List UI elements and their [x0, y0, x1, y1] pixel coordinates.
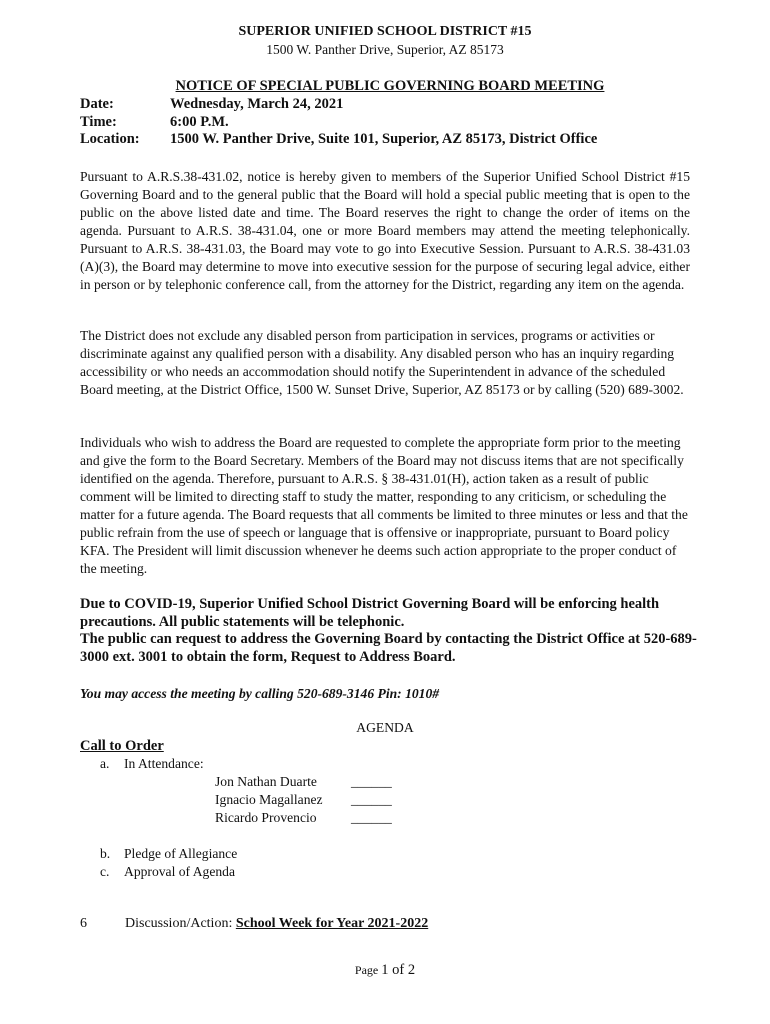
agenda-item-letter: b.: [100, 846, 111, 861]
legal-notice-paragraph: Pursuant to A.R.S.38-431.02, notice is hereby given to members of the Superior Unified School District #15 Governing Board and to the general public that the Board will hold a special public meeting that is open to the public on the above listed date and time. The Board reserves the right to change the order of items on the agenda. Pursuant to A.R.S. 38-431.04, one or more Board members may attend the meeting telephonically. Pursuant to A.R.S. 38-431.03, the Board may vote to go into Executive Session. Pursuant to A.R.S. 38-431.03 (A)(3), the Board may determine to move into executive session for the purpose of securing legal advice, either in person or by telephonic conference call, from the attorney for the District, regarding any item on the agenda.: [80, 169, 690, 292]
agenda-item-letter: c.: [100, 864, 110, 879]
member-name: Jon Nathan Duarte: [215, 774, 317, 789]
discussion-number: 6: [80, 916, 87, 931]
time-label: Time:: [80, 114, 117, 130]
page-number: 1 of 2: [381, 962, 416, 978]
agenda-item-b: [100, 846, 237, 862]
agenda-item-c: [100, 864, 235, 880]
covid-notice-line-1: Due to COVID-19, Superior Unified School District Governing Board will be enforcing health precautions. All public statements will be telephonic.: [80, 596, 660, 630]
location-label: Location:: [80, 131, 140, 147]
discussion-topic: School Week for Year 2021-2022: [235, 916, 429, 931]
attendance-blank: ______: [351, 774, 392, 789]
location-value: 1500 W. Panther Drive, Suite 101, Superior, AZ 85173, District Office: [170, 131, 598, 147]
district-address: 1500 W. Panther Drive, Superior, AZ 85173: [266, 42, 504, 57]
attendance-blank: ______: [351, 792, 392, 807]
discussion-prefix: Discussion/Action:: [125, 916, 236, 931]
page-footer: [0, 962, 770, 979]
date-value: Wednesday, March 24, 2021: [170, 96, 344, 112]
accessibility-paragraph: The District does not exclude any disabled person from participation in services, programs or activities or discriminate against any qualified person with a disability. Any disabled person who has an inquiry regarding accessibility or who needs an accommodation should notify the Superintendent in advance of the scheduled Board meeting, at the District Office, 1500 W. Sunset Drive, Superior, AZ 85173 or by calling (520) 689-3002.: [80, 328, 684, 397]
time-value: 6:00 P.M.: [170, 114, 229, 130]
meeting-date: [80, 96, 700, 113]
page-word: Page: [354, 963, 379, 977]
covid-notice-line-2: The public can request to address the Governing Board by contacting the District Office at 520-689-3000 ext. 3001 to obtain the form, Request to Address Board.: [80, 631, 697, 665]
attendance-row: [215, 774, 392, 790]
date-label: Date:: [80, 96, 114, 112]
agenda-item-letter: a.: [100, 756, 110, 771]
agenda-item-label: In Attendance:: [124, 756, 204, 771]
agenda-item-label: Pledge of Allegiance: [124, 846, 238, 861]
meeting-time: [80, 114, 700, 131]
notice-title: NOTICE OF SPECIAL PUBLIC GOVERNING BOARD MEETING: [175, 78, 605, 94]
member-name: Ricardo Provencio: [215, 810, 317, 825]
public-comment-paragraph: Individuals who wish to address the Board are requested to complete the appropriate form prior to the meeting and give the form to the Board Secretary. Members of the Board may not discuss items that are not specifically identified on the agenda. Therefore, pursuant to A.R.S. § 38-431.01(H), action taken as a result of public comment will be limited to directing staff to study the matter, responding to any criticism, or scheduling the matter for a future agenda. The Board requests that all comments be limited to three minutes or less and that the public refrain from the use of speech or language that is offensive or inappropriate, pursuant to Board policy KFA. The President will limit discussion whenever he deems such action appropriate to the proper conduct of the meeting.: [80, 435, 688, 576]
covid-notice: [80, 596, 700, 666]
attendance-blank: ______: [351, 810, 392, 825]
call-to-order-heading: Call to Order: [80, 738, 164, 754]
agenda-item-a: [100, 756, 204, 772]
meeting-location: [80, 131, 700, 148]
district-name: SUPERIOR UNIFIED SCHOOL DISTRICT #15: [238, 24, 532, 39]
member-name: Ignacio Magallanez: [215, 792, 323, 807]
meeting-access-line: You may access the meeting by calling 520-689-3146 Pin: 1010#: [80, 686, 440, 701]
agenda-title: AGENDA: [356, 720, 414, 735]
attendance-row: [215, 792, 392, 808]
agenda-item-label: Approval of Agenda: [124, 864, 235, 879]
attendance-row: [215, 810, 392, 826]
agenda-discussion-item: [80, 916, 428, 932]
